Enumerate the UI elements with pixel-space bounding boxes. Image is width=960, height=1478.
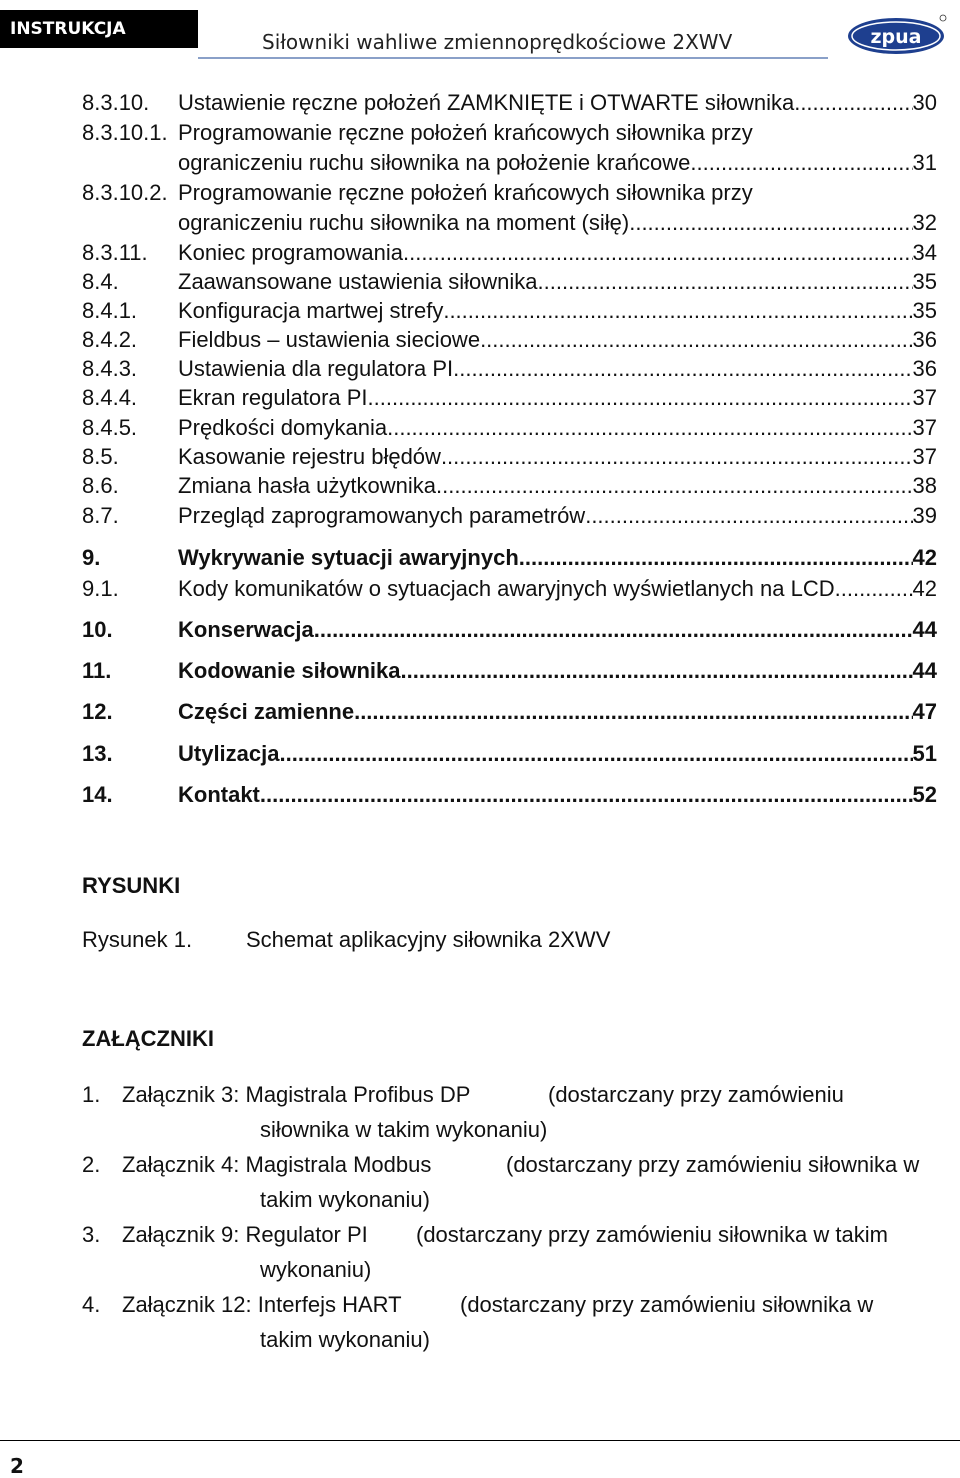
toc-number: 8.3.11.	[82, 240, 148, 265]
toc-title: Kontakt	[178, 782, 260, 807]
toc-title: Kody komunikatów o sytuacjach awaryjnych wyświetlanych na LCD	[178, 576, 835, 601]
toc-page: 35	[912, 269, 937, 294]
logo-text: zpua	[870, 26, 922, 48]
toc-page: 35	[912, 298, 937, 323]
toc-page: 36	[912, 327, 937, 352]
toc-page: 34	[912, 240, 937, 265]
toc-page: 37	[912, 444, 937, 469]
toc-page: 37	[912, 415, 937, 440]
toc-title: Ustawienie ręczne położeń ZAMKNIĘTE i OTWARTE siłownika	[178, 90, 795, 115]
toc-title: Ustawienia dla regulatora PI	[178, 356, 454, 381]
toc-title: Fieldbus – ustawienia sieciowe	[178, 327, 481, 352]
attachment-note: (dostarczany przy zamówieniu siłownika w takim	[416, 1222, 888, 1247]
toc-page: 32	[912, 210, 937, 235]
attachment-note-continued: siłownika w takim wykonaniu)	[260, 1117, 548, 1142]
toc-number: 8.3.10.2.	[82, 180, 168, 205]
toc-title: Części zamienne	[178, 699, 355, 724]
toc-title: Kodowanie siłownika	[178, 658, 401, 683]
toc-page: 31	[912, 150, 937, 175]
attachment-note: (dostarczany przy zamówieniu	[548, 1082, 844, 1107]
toc-number: 8.3.10.	[82, 90, 150, 115]
attachment-note-continued: wykonaniu)	[260, 1257, 372, 1282]
toc-number: 8.4.3.	[82, 356, 138, 381]
attachment-note: (dostarczany przy zamówieniu siłownika w	[460, 1292, 874, 1317]
toc-title: Utylizacja	[178, 741, 280, 766]
attachment-note-continued: takim wykonaniu)	[260, 1187, 430, 1212]
figures-heading: RYSUNKI	[82, 873, 181, 898]
toc-number: 14.	[82, 782, 113, 807]
page-header	[0, 0, 960, 77]
toc-title-continued: ograniczeniu ruchu siłownika na moment (siłę).	[178, 210, 636, 235]
attachment-entry	[82, 1287, 942, 1352]
toc-page: 44	[912, 617, 937, 642]
page-number: 2	[10, 1454, 24, 1478]
toc-number: 8.4.2.	[82, 327, 138, 352]
toc-title: Wykrywanie sytuacji awaryjnych	[178, 545, 519, 570]
attachments-heading: ZAŁĄCZNIKI	[82, 1026, 214, 1051]
toc-page: 51	[912, 741, 937, 766]
toc-title: Programowanie ręczne położeń krańcowych siłownika przy	[178, 180, 753, 205]
toc-page: 37	[912, 385, 937, 410]
figure-title: Schemat aplikacyjny siłownika 2XWV	[246, 927, 611, 952]
toc-page: 47	[912, 699, 937, 724]
toc-page: 42	[912, 576, 937, 601]
toc-page: 36	[912, 356, 937, 381]
toc-title: Zmiana hasła użytkownika	[178, 473, 437, 498]
attachment-entry	[82, 1147, 942, 1212]
attachment-note-continued: takim wykonaniu)	[260, 1327, 430, 1352]
toc-number: 11.	[82, 658, 112, 683]
toc-number: 8.4.5.	[82, 415, 138, 440]
figure-label: Rysunek 1.	[82, 927, 193, 952]
attachment-number: 1.	[82, 1082, 101, 1107]
attachment-entry	[82, 1077, 942, 1142]
toc-number: 10.	[82, 617, 113, 642]
toc-number: 8.3.10.1.	[82, 120, 168, 145]
attachment-entry	[82, 1217, 942, 1282]
toc-title: Kasowanie rejestru błędów	[178, 444, 441, 469]
toc-title: Zaawansowane ustawienia siłownika	[178, 269, 538, 294]
document-title: Siłowniki wahliwe zmiennoprędkościowe 2XWV	[262, 30, 733, 54]
toc-title: Koniec programowania	[178, 240, 404, 265]
toc-title: Konserwacja	[178, 617, 314, 642]
attachment-title: Załącznik 12: Interfejs HART	[122, 1292, 402, 1317]
toc-page: 39	[912, 503, 937, 528]
toc-page: 42	[912, 545, 937, 570]
footer-divider	[0, 1440, 960, 1441]
toc-page: 38	[912, 473, 937, 498]
toc-title: Przegląd zaprogramowanych parametrów	[178, 503, 586, 528]
attachment-note: (dostarczany przy zamówieniu siłownika w	[506, 1152, 920, 1177]
toc-title: Programowanie ręczne położeń krańcowych siłownika przy	[178, 120, 753, 145]
toc-number: 8.6.	[82, 473, 119, 498]
toc-page: 44	[912, 658, 937, 683]
toc-title-continued: ograniczeniu ruchu siłownika na położenie krańcowe.	[178, 150, 697, 175]
toc-title: Ekran regulatora PI	[178, 385, 368, 410]
toc-number: 8.4.	[82, 269, 119, 294]
attachment-title: Załącznik 9: Regulator PI	[122, 1222, 368, 1247]
toc-title: Konfiguracja martwej strefy	[178, 298, 444, 323]
toc-number: 13.	[82, 741, 113, 766]
zpua-logo	[846, 12, 948, 56]
toc-title: Prędkości domykania	[178, 415, 388, 440]
toc-page: 52	[912, 782, 937, 807]
document-type-label: INSTRUKCJA OBSŁUGI	[0, 10, 198, 48]
toc-number: 12.	[82, 699, 113, 724]
toc-number: 8.4.4.	[82, 385, 138, 410]
attachment-number: 2.	[82, 1152, 101, 1177]
toc-page: 30	[912, 90, 937, 115]
attachment-title: Załącznik 3: Magistrala Profibus DP	[122, 1082, 471, 1107]
attachment-number: 3.	[82, 1222, 101, 1247]
figure-entry[interactable]	[82, 927, 611, 953]
toc-number: 8.7.	[82, 503, 119, 528]
attachment-number: 4.	[82, 1292, 101, 1317]
header-divider	[198, 57, 828, 59]
toc-number: 8.5.	[82, 444, 119, 469]
toc-number: 9.1.	[82, 576, 119, 601]
toc-number: 8.4.1.	[82, 298, 138, 323]
attachment-title: Załącznik 4: Magistrala Modbus	[122, 1152, 432, 1177]
toc-number: 9.	[82, 545, 101, 570]
